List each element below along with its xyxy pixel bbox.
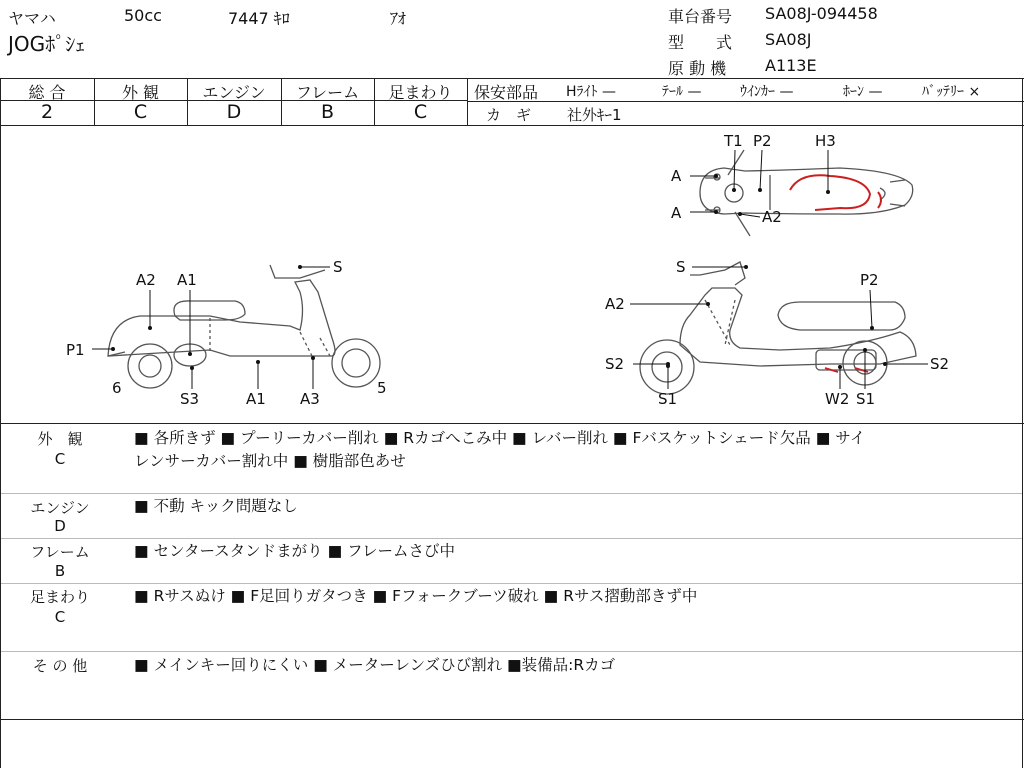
grade-label-overall: 総 合 [28, 83, 66, 102]
diagram-label: S2 [930, 355, 950, 373]
displacement: 50cc [124, 6, 162, 25]
grade-label-frame: フレーム [295, 83, 360, 102]
diagram-label: A [671, 204, 682, 222]
diagram-label: A2 [136, 271, 156, 289]
safety-item-horn: ﾎｰﾝ — [843, 84, 883, 100]
remark-text-frame: ■ センタースタンドまがり ■ フレームさび中 [134, 542, 456, 560]
remark-label-suspension: 足まわり [29, 588, 90, 606]
grade-value-exterior: C [133, 101, 148, 123]
remark-label-engine: エンジン [30, 499, 90, 517]
diagram-label: A2 [762, 208, 782, 226]
remarks-divider [1, 538, 1022, 539]
color: ｱｵ [390, 9, 407, 28]
remarks-divider [1, 493, 1022, 494]
remarks-divider [1, 583, 1022, 584]
grade-value-suspension: C [413, 101, 428, 123]
remark-grade-exterior: C [54, 450, 66, 468]
remark-text-engine: ■ 不動 キック問題なし [134, 497, 298, 515]
safety-item-winker: ｳｲﾝｶｰ — [740, 84, 794, 100]
remark-label-frame: フレーム [30, 543, 90, 561]
diagram-label: W2 [825, 390, 850, 408]
grade-label-engine: エンジン [202, 83, 266, 102]
frame-number-label: 車台番号 [668, 7, 733, 26]
diagram-label: A1 [246, 390, 266, 408]
grade-label-suspension: 足まわり [388, 83, 453, 102]
grade-value-overall: 2 [40, 101, 54, 123]
remark-label-exterior: 外 観 [37, 430, 83, 448]
diagram-label: P1 [66, 341, 85, 359]
diagram-label: 6 [112, 379, 122, 397]
diagram-label: S2 [605, 355, 625, 373]
remark-text-exterior-line2: レンサーカバー割れ中 ■ 樹脂部色あせ [134, 452, 406, 470]
diagram-label: H3 [815, 132, 836, 150]
frame-number-value: SA08J-094458 [765, 4, 878, 23]
model-name: JOGﾎﾟｼｪ [8, 32, 86, 56]
diagram-label: T1 [724, 132, 743, 150]
diagram-label: S1 [658, 390, 678, 408]
diagram-label: A [671, 167, 682, 185]
model-type-value: SA08J [765, 30, 812, 49]
safety-item-headlight: Hﾗｲﾄ — [566, 84, 616, 100]
diagram-label: A3 [300, 390, 320, 408]
remark-text-other: ■ メインキー回りにくい ■ メーターレンズひび割れ ■装備品:Rカゴ [134, 656, 616, 674]
remark-text-exterior-line1: ■ 各所きず ■ プーリーカバー削れ ■ Rカゴへこみ中 ■ レバー削れ ■ Fバスケットシェード欠品 ■ サイ [134, 429, 866, 447]
scooter-top-view [700, 150, 913, 236]
safety-item-battery: ﾊﾞｯﾃﾘｰ × [922, 84, 981, 100]
key-label: カ ギ [486, 106, 532, 124]
model-type-label: 型 式 [668, 33, 733, 52]
diagram-label: 5 [377, 379, 387, 397]
grade-value-engine: D [226, 101, 242, 123]
remark-text-suspension: ■ Rサスぬけ ■ F足回りガタつき ■ Fフォークブーツ破れ ■ Rサス摺動部きず中 [134, 587, 698, 605]
engine-label: 原 動 機 [668, 59, 727, 78]
damage-mark-seat [790, 175, 870, 210]
maker: ヤマハ [8, 9, 56, 28]
grade-label-exterior: 外 観 [121, 83, 160, 102]
remark-grade-frame: B [54, 562, 66, 580]
diagram-label: P2 [753, 132, 772, 150]
remarks-divider [1, 651, 1022, 652]
diagram-label: A2 [605, 295, 625, 313]
safety-item-tail: ﾃｰﾙ — [662, 84, 702, 100]
remarks-bottom-border [0, 719, 1024, 720]
key-value: 社外ｷｰ1 [567, 106, 622, 124]
diagram-label: S1 [856, 390, 876, 408]
diagram-label: S3 [180, 390, 200, 408]
mileage: 7447 ｷﾛ [228, 9, 290, 28]
diagram-label: P2 [860, 271, 879, 289]
safety-title: 保安部品 [474, 83, 539, 102]
grade-value-frame: B [320, 101, 335, 123]
diagram-label: S [676, 258, 686, 276]
remark-label-other: そ の 他 [32, 657, 88, 675]
diagram-label: S [333, 258, 343, 276]
remark-grade-suspension: C [54, 608, 66, 626]
engine-value: A113E [765, 56, 817, 75]
remark-grade-engine: D [54, 517, 66, 535]
damage-mark-rear [878, 192, 881, 208]
diagram-label: A1 [177, 271, 197, 289]
